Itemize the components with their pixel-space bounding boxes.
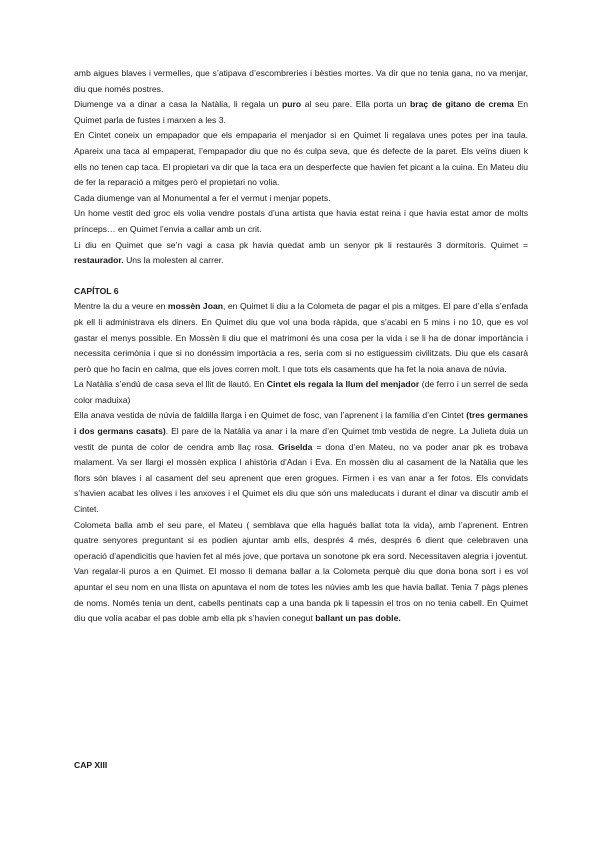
text-run: = dona d’en Mateu, no va poder anar pk es trobava malament. Va ser llargi el mossèn explica l ahistòria d’Adan i Eva. En mossèn diu al casament de la Natàlia que les flors són blaves i al casament del seu aprenent que eren grogues. Firmen i es van anar a fer fotos. Els convidats s’havien acabat les olives i les anxoves i el Quimet els diu que són uns maleducats i durant el dinar va discutir amb el Cintet. [74, 441, 528, 515]
intro-paragraph-1 [74, 66, 528, 97]
bold-text: restaurador. [74, 255, 124, 266]
text-run: En Cintet coneix un empapador que els empaparia el menjador si en Quimet li regalava unes potes per ina taula. Apareix una taca al empaperat, l’empapador diu que no és culpa seva, que és defecte de la paret. Els veïns diuen k ells no tenen cap taca. El propietari va dir que la taca era un desperfecte que havien fet picant a la cuina. En Mateu diu de fer la reparació a mitges però el propietari no volia. [74, 130, 528, 188]
chapter-6-heading: CAPÍTOL 6 [74, 285, 119, 296]
chapter-6-paragraph-4 [74, 518, 528, 627]
intro-section [74, 66, 528, 269]
text-run: , en Quimet li diu a la Colometa de pagar el pis a mitges. El pare d’ella s’enfada pk ell li administrava els diners. En Quimet diu que vol una boda ràpida, que s’acabi en 5 mins i no 10, que es vol gastar el menys possible. En Mossèn li diu que el matrimoni és una cosa per la vida i se li ha de donar importància i necessita cerimònia i que si no donéssim importàcia a res, seria com si no estiguessim civilitzats. Diu que els casarà però que ho facin en calma, que els joves corren molt. I que tots els casaments que ha fet la noia anava de núvia. [74, 301, 529, 374]
bold-text: braç de gitano de crema [410, 99, 514, 110]
bold-text: Griselda [278, 441, 313, 452]
bold-text: (tres germanes i dos germans casats) [74, 410, 528, 437]
chapter-6-section [74, 299, 528, 626]
chapter-6-paragraph-3 [74, 408, 528, 517]
text-run: al seu pare. Ella porta un [301, 99, 411, 110]
text-run: Un home vestit ded groc els volia vendre postals d’una artista que havia estat reina i que havia estat amor de molts prínceps… en Quimet l’envia a callar amb un crit. [74, 208, 528, 234]
bold-text: ballant un pas doble. [315, 613, 401, 624]
text-run: La Natàlia s’endú de casa seva el llit de llautó. En [74, 379, 267, 390]
bold-text: Cintet els regala la llum del menjador [266, 379, 420, 390]
text-run: Colometa balla amb el seu pare, el Mateu ( semblava que ella hagués ballat tota la vida), amb l’aprenent. Entren quatre senyores preguntant si es podien ajuntar amb ells, després 4 més, després 6 dient que celebraven una operació d’apendicitis que havien fet al més jove, que portava un sonotone pk era sord. Necessitaven alegria i joventut. Van regalar-li puros a en Quimet. El mosso li demana ballar a la Colometa perquè diu que dona bona sort i es vol apuntar el seu nom en una llista on apuntava el nom de totes les núvies amb les que havia ballat. Tenia 7 pàgs plenes de noms. Només tenia un dent, cabells pentinats cap a una banda pk li tapessin el tros on no tenia cabell. En Quimet diu que volia acabar el pas doble amb ella pk s’havien conegut [74, 519, 528, 624]
text-run: . El pare de la Natàlia va anar i la mare d’en Quimet tmb vestida de negre. La Julieta duia un vestit de punta de color de cendra amb llaç rosa. [74, 426, 528, 452]
text-run: Ella anava vestida de núvia de faldilla llarga i en Quimet de fosc, van l’aprenent i la família d’en Cintet [74, 410, 467, 421]
text-run: En Quimet parla de fustes i marxen a les 3. [74, 99, 528, 125]
chapter-6-paragraph-2 [74, 377, 528, 408]
bold-text: mossèn Joan [167, 301, 223, 312]
text-run: Mentre la du a veure en [74, 301, 168, 312]
intro-paragraph-5 [74, 206, 528, 237]
text-run: (de ferro i un serrel de seda color maduixa) [74, 379, 528, 405]
bold-text: puro [282, 99, 302, 110]
text-run: Uns la molesten al carrer. [123, 255, 224, 266]
chapter-6-paragraph-1 [74, 299, 528, 377]
text-run: amb aigues blaves i vermelles, que s’atipava d’escombreries i bèsties mortes. Va dir que no tenia gana, no va menjar, diu que només postres. [74, 68, 528, 94]
intro-paragraph-6 [74, 238, 528, 269]
text-run: Cada diumenge van al Monumental a fer el vermut i menjar popets. [74, 192, 331, 203]
intro-paragraph-2 [74, 97, 528, 128]
text-run: Li diu en Quimet que se’n vagi a casa pk havia quedat amb un senyor pk li restaurés 3 dormitoris. Quimet = [74, 239, 528, 250]
chapter-13-heading: CAP XIII [74, 760, 108, 770]
intro-paragraph-3 [74, 128, 528, 190]
text-run: Diumenge va a dinar a casa la Natàlia, li regala un [74, 99, 282, 110]
intro-paragraph-4 [74, 191, 528, 207]
